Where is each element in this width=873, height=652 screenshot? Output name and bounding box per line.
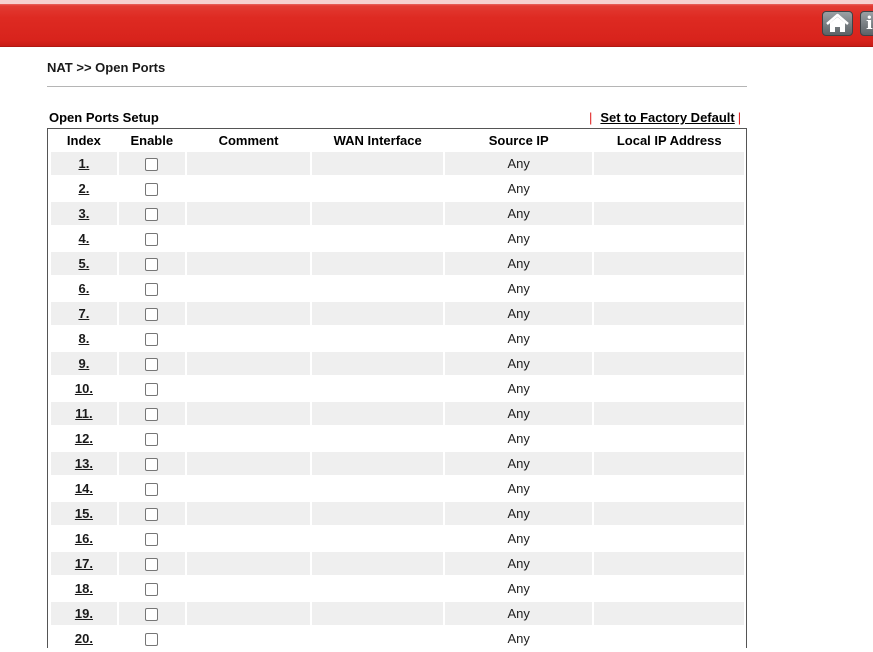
enable-checkbox[interactable]	[145, 508, 158, 521]
index-cell	[51, 577, 117, 602]
enable-checkbox[interactable]	[145, 183, 158, 196]
wan-interface-cell	[312, 402, 443, 427]
divider	[47, 86, 747, 87]
wan-interface-cell	[312, 427, 443, 452]
enable-checkbox[interactable]	[145, 233, 158, 246]
enable-checkbox[interactable]	[145, 258, 158, 271]
index-cell	[51, 202, 117, 227]
source-ip-cell: Any	[445, 327, 592, 352]
index-cell	[51, 302, 117, 327]
source-ip-cell: Any	[445, 452, 592, 477]
wan-interface-cell	[312, 377, 443, 402]
enable-cell	[119, 227, 185, 252]
local-ip-cell	[594, 202, 744, 227]
wan-interface-cell	[312, 602, 443, 627]
comment-cell	[187, 202, 311, 227]
local-ip-cell	[594, 402, 744, 427]
separator-right: |	[737, 110, 742, 125]
table-row	[51, 177, 744, 202]
table-row	[51, 277, 744, 302]
table-row	[51, 202, 744, 227]
column-header-index: Index	[66, 133, 101, 148]
enable-cell	[119, 352, 185, 377]
enable-checkbox[interactable]	[145, 308, 158, 321]
enable-checkbox[interactable]	[145, 158, 158, 171]
index-link[interactable]: 17.	[74, 556, 93, 571]
comment-cell	[187, 427, 311, 452]
enable-cell	[119, 602, 185, 627]
enable-checkbox[interactable]	[145, 558, 158, 571]
index-cell	[51, 352, 117, 377]
comment-cell	[187, 527, 311, 552]
factory-default-group	[589, 110, 741, 125]
index-link[interactable]: 11.	[75, 406, 93, 421]
source-ip-cell: Any	[445, 152, 592, 177]
index-link[interactable]: 6.	[78, 281, 90, 296]
index-cell	[51, 152, 117, 177]
enable-checkbox[interactable]	[145, 283, 158, 296]
table-row	[51, 602, 744, 627]
source-ip-cell: Any	[445, 577, 592, 602]
wan-interface-cell	[312, 302, 443, 327]
index-cell	[51, 552, 117, 577]
index-cell	[51, 227, 117, 252]
local-ip-cell	[594, 227, 744, 252]
index-link[interactable]: 20.	[74, 631, 93, 646]
source-ip-cell: Any	[445, 602, 592, 627]
index-cell	[51, 427, 117, 452]
enable-checkbox[interactable]	[145, 333, 158, 346]
index-cell	[51, 177, 117, 202]
source-ip-cell: Any	[445, 377, 592, 402]
comment-cell	[187, 352, 311, 377]
wan-interface-cell	[312, 152, 443, 177]
source-ip-cell: Any	[445, 402, 592, 427]
index-link[interactable]: 8.	[78, 331, 90, 346]
source-ip-cell: Any	[445, 202, 592, 227]
index-link[interactable]: 9.	[78, 356, 90, 371]
source-ip-cell: Any	[445, 627, 592, 652]
local-ip-cell	[594, 602, 744, 627]
table-row	[51, 252, 744, 277]
column-header-source-ip: Source IP	[488, 133, 549, 148]
local-ip-cell	[594, 302, 744, 327]
enable-cell	[119, 577, 185, 602]
table-row	[51, 327, 744, 352]
table-row	[51, 227, 744, 252]
table-row	[51, 527, 744, 552]
wan-interface-cell	[312, 552, 443, 577]
column-header-wan-interface: WAN Interface	[333, 133, 422, 148]
comment-cell	[187, 627, 311, 652]
enable-checkbox[interactable]	[145, 533, 158, 546]
index-link[interactable]: 14.	[74, 481, 93, 496]
source-ip-cell: Any	[445, 227, 592, 252]
enable-cell	[119, 177, 185, 202]
index-link[interactable]: 10.	[74, 381, 93, 396]
index-cell	[51, 327, 117, 352]
index-link[interactable]: 2.	[78, 181, 90, 196]
enable-cell	[119, 302, 185, 327]
wan-interface-cell	[312, 177, 443, 202]
factory-default-link[interactable]: Set to Factory Default	[600, 110, 735, 125]
wan-interface-cell	[312, 452, 443, 477]
table-row	[51, 502, 744, 527]
local-ip-cell	[594, 327, 744, 352]
wan-interface-cell	[312, 627, 443, 652]
top-banner	[0, 0, 873, 47]
column-header-comment: Comment	[218, 133, 279, 148]
local-ip-cell	[594, 627, 744, 652]
index-link[interactable]: 15.	[74, 506, 93, 521]
enable-cell	[119, 502, 185, 527]
enable-checkbox[interactable]	[145, 583, 158, 596]
index-link[interactable]: 4.	[78, 231, 90, 246]
source-ip-cell: Any	[445, 177, 592, 202]
open-ports-table	[49, 129, 746, 652]
enable-checkbox[interactable]	[145, 383, 158, 396]
index-cell	[51, 452, 117, 477]
enable-cell	[119, 252, 185, 277]
comment-cell	[187, 402, 311, 427]
index-link[interactable]: 5.	[78, 256, 90, 271]
index-link[interactable]: 19.	[74, 606, 93, 621]
separator-left: |	[589, 110, 593, 125]
source-ip-cell: Any	[445, 552, 592, 577]
index-cell	[51, 277, 117, 302]
enable-cell	[119, 202, 185, 227]
local-ip-cell	[594, 577, 744, 602]
comment-cell	[187, 152, 311, 177]
table-row	[51, 402, 744, 427]
local-ip-cell	[594, 502, 744, 527]
source-ip-cell: Any	[445, 352, 592, 377]
enable-checkbox[interactable]	[145, 483, 158, 496]
index-link[interactable]: 18.	[74, 581, 93, 596]
wan-interface-cell	[312, 252, 443, 277]
enable-checkbox[interactable]	[145, 408, 158, 421]
index-link[interactable]: 16.	[74, 531, 93, 546]
comment-cell	[187, 602, 311, 627]
enable-cell	[119, 377, 185, 402]
index-cell	[51, 502, 117, 527]
enable-checkbox[interactable]	[145, 358, 158, 371]
wan-interface-cell	[312, 477, 443, 502]
breadcrumb: NAT >> Open Ports	[47, 60, 166, 75]
enable-cell	[119, 477, 185, 502]
local-ip-cell	[594, 552, 744, 577]
table-row	[51, 377, 744, 402]
info-icon: i	[866, 13, 873, 34]
home-icon	[823, 12, 852, 35]
table-row	[51, 477, 744, 502]
wan-interface-cell	[312, 527, 443, 552]
index-cell	[51, 477, 117, 502]
source-ip-cell: Any	[445, 502, 592, 527]
index-cell	[51, 252, 117, 277]
index-link[interactable]: 3.	[78, 206, 90, 221]
source-ip-cell: Any	[445, 477, 592, 502]
local-ip-cell	[594, 377, 744, 402]
comment-cell	[187, 577, 311, 602]
local-ip-cell	[594, 177, 744, 202]
wan-interface-cell	[312, 227, 443, 252]
index-cell	[51, 602, 117, 627]
source-ip-cell: Any	[445, 302, 592, 327]
comment-cell	[187, 252, 311, 277]
comment-cell	[187, 227, 311, 252]
enable-checkbox[interactable]	[145, 608, 158, 621]
enable-cell	[119, 327, 185, 352]
enable-cell	[119, 402, 185, 427]
column-header-enable: Enable	[130, 133, 174, 148]
wan-interface-cell	[312, 502, 443, 527]
enable-cell	[119, 627, 185, 652]
local-ip-cell	[594, 477, 744, 502]
comment-cell	[187, 552, 311, 577]
wan-interface-cell	[312, 327, 443, 352]
table-header-row	[51, 129, 744, 152]
source-ip-cell: Any	[445, 527, 592, 552]
source-ip-cell: Any	[445, 277, 592, 302]
index-cell	[51, 527, 117, 552]
local-ip-cell	[594, 527, 744, 552]
enable-cell	[119, 152, 185, 177]
local-ip-cell	[594, 427, 744, 452]
table-row	[51, 627, 744, 652]
index-link[interactable]: 1.	[78, 156, 90, 171]
local-ip-cell	[594, 252, 744, 277]
source-ip-cell: Any	[445, 252, 592, 277]
enable-checkbox[interactable]	[145, 208, 158, 221]
enable-cell	[119, 527, 185, 552]
comment-cell	[187, 477, 311, 502]
comment-cell	[187, 452, 311, 477]
table-row	[51, 152, 744, 177]
comment-cell	[187, 302, 311, 327]
enable-cell	[119, 452, 185, 477]
table-row	[51, 577, 744, 602]
index-cell	[51, 627, 117, 652]
index-cell	[51, 377, 117, 402]
table-row	[51, 452, 744, 477]
comment-cell	[187, 327, 311, 352]
index-link[interactable]: 7.	[78, 306, 90, 321]
index-link[interactable]: 13.	[74, 456, 93, 471]
local-ip-cell	[594, 352, 744, 377]
local-ip-cell	[594, 452, 744, 477]
source-ip-cell: Any	[445, 427, 592, 452]
comment-cell	[187, 177, 311, 202]
comment-cell	[187, 377, 311, 402]
table-row	[51, 352, 744, 377]
table-row	[51, 427, 744, 452]
enable-cell	[119, 277, 185, 302]
table-row	[51, 552, 744, 577]
index-cell	[51, 402, 117, 427]
wan-interface-cell	[312, 352, 443, 377]
column-header-local-ip: Local IP Address	[616, 133, 722, 148]
local-ip-cell	[594, 152, 744, 177]
enable-checkbox[interactable]	[145, 433, 158, 446]
table-row	[51, 302, 744, 327]
comment-cell	[187, 277, 311, 302]
comment-cell	[187, 502, 311, 527]
wan-interface-cell	[312, 202, 443, 227]
banner-highlight	[0, 0, 873, 4]
open-ports-table-frame	[47, 128, 747, 648]
home-button[interactable]	[822, 11, 853, 36]
info-button[interactable]	[860, 11, 873, 36]
enable-checkbox[interactable]	[145, 458, 158, 471]
enable-cell	[119, 427, 185, 452]
enable-cell	[119, 552, 185, 577]
wan-interface-cell	[312, 277, 443, 302]
wan-interface-cell	[312, 577, 443, 602]
section-title: Open Ports Setup	[49, 110, 159, 125]
index-link[interactable]: 12.	[74, 431, 93, 446]
local-ip-cell	[594, 277, 744, 302]
